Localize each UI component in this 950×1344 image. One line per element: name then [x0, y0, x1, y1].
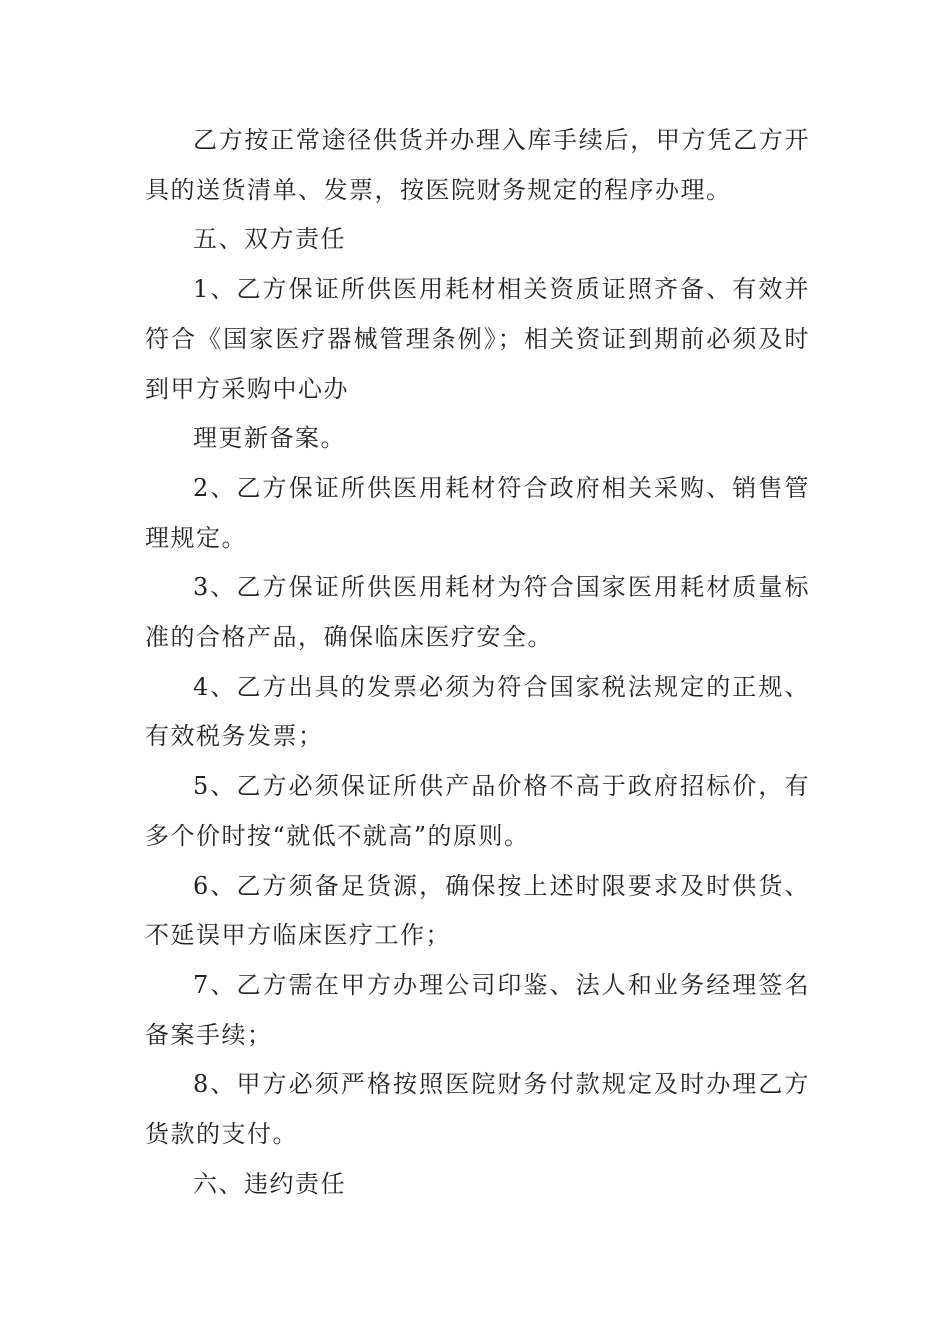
clause-6-supply: 6、乙方须备足货源，确保按上述时限要求及时供货、不延误甲方临床医疗工作；: [145, 871, 810, 950]
clause-1-qualifications: 1、乙方保证所供医用耗材相关资质证照齐备、有效并符合《国家医疗器械管理条例》；相关资证到期前必须及时到甲方采购中心办: [145, 275, 810, 403]
clause-7-filing: 7、乙方需在甲方办理公司印鉴、法人和业务经理签名备案手续；: [145, 970, 810, 1049]
clause-8-payment: 8、甲方必须严格按照医院财务付款规定及时办理乙方货款的支付。: [145, 1070, 810, 1149]
clause-5-pricing: 5、乙方必须保证所供产品价格不高于政府招标价，有多个价时按“就低不就高”的原则。: [145, 772, 810, 850]
section-heading-responsibilities: 五、双方责任: [193, 225, 346, 254]
clause-1-continuation: 理更新备案。: [193, 424, 346, 453]
clause-3-quality: 3、乙方保证所供医用耗材为符合国家医用耗材质量标准的合格产品，确保临床医疗安全。: [145, 573, 810, 652]
section-heading-liability: 六、违约责任: [193, 1169, 346, 1198]
document-body: [145, 116, 810, 1209]
paragraph-delivery-procedure: 乙方按正常途径供货并办理入库手续后，甲方凭乙方开具的送货清单、发票，按医院财务规定的程序办理。: [145, 126, 810, 204]
clause-2-regulations: 2、乙方保证所供医用耗材符合政府相关采购、销售管理规定。: [145, 473, 810, 552]
clause-4-invoice: 4、乙方出具的发票必须为符合国家税法规定的正规、有效税务发票；: [145, 672, 810, 751]
